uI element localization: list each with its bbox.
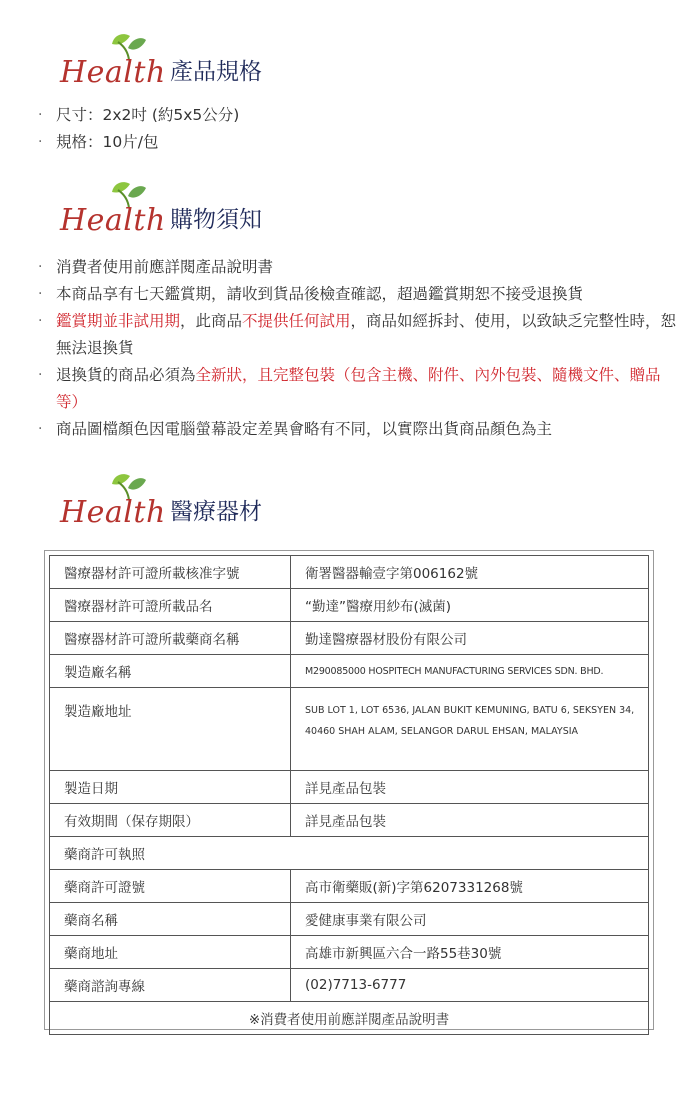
row-label: 製造廠名稱 [50, 655, 291, 688]
table-row [50, 969, 649, 1002]
row-label: 製造日期 [50, 771, 291, 804]
table-row [50, 837, 649, 870]
notice-list [38, 254, 678, 443]
spec-pack: 規格：10片/包 [56, 133, 159, 151]
table-row [50, 556, 649, 589]
row-label: 有效期間（保存期限） [50, 804, 291, 837]
health-logo [60, 30, 170, 90]
section-title: 購物須知 [170, 207, 262, 233]
list-item [38, 129, 678, 156]
health-logo [60, 470, 170, 530]
bullet-dot: · [38, 313, 43, 329]
bullet-dot: · [38, 134, 43, 150]
bullet-dot: · [38, 286, 43, 302]
list-item [38, 416, 678, 443]
table-row [50, 936, 649, 969]
row-value: 詳見產品包裝 [291, 804, 649, 837]
section-title: 醫療器材 [170, 499, 262, 525]
row-value: “勤達”醫療用紗布(滅菌) [291, 589, 649, 622]
footer-note: ※消費者使用前應詳閱產品說明書 [50, 1002, 649, 1035]
table-row [50, 655, 649, 688]
row-value: 衛署醫器輸壹字第006162號 [291, 556, 649, 589]
row-label: 醫療器材許可證所載核准字號 [50, 556, 291, 589]
row-value: M290085000 HOSPITECH MANUFACTURING SERVICES SDN. BHD. [291, 655, 649, 688]
row-label: 藥商許可證號 [50, 870, 291, 903]
notice-item-1: 消費者使用前應詳閱產品說明書 [56, 258, 274, 276]
section-title: 產品規格 [170, 59, 262, 85]
row-value: (02)7713-6777 [291, 969, 649, 1002]
notice-item-3-red-1: 鑑賞期並非試用期 [56, 312, 181, 330]
section-header-notice [60, 178, 360, 238]
list-item [38, 102, 678, 129]
row-label: 醫療器材許可證所載品名 [50, 589, 291, 622]
spec-list [38, 102, 678, 156]
medical-info-table-frame [44, 550, 654, 1030]
row-value: SUB LOT 1, LOT 6536, JALAN BUKIT KEMUNING, BATU 6, SEKSYEN 34, 40460 SHAH ALAM, SELANGOR DARUL EHSAN, MALAYSIA [291, 688, 649, 771]
section-header-specs [60, 30, 360, 90]
row-value: 愛健康事業有限公司 [291, 903, 649, 936]
table-row [50, 688, 649, 771]
row-label: 藥商地址 [50, 936, 291, 969]
table-row [50, 870, 649, 903]
medical-info-table [49, 555, 649, 1035]
notice-item-5: 商品圖檔顏色因電腦螢幕設定差異會略有不同，以實際出貨商品顏色為主 [56, 420, 553, 438]
health-logo [60, 178, 170, 238]
list-item [38, 281, 678, 308]
list-item [38, 254, 678, 281]
row-value: 勤達醫療器材股份有限公司 [291, 622, 649, 655]
row-value: 詳見產品包裝 [291, 771, 649, 804]
spec-size: 尺寸：2x2吋 (約5x5公分) [56, 106, 240, 124]
bullet-dot: · [38, 421, 43, 437]
list-item [38, 362, 678, 416]
row-label: 藥商諮詢專線 [50, 969, 291, 1002]
row-value: 高市衛藥販(新)字第6207331268號 [291, 870, 649, 903]
row-label: 藥商名稱 [50, 903, 291, 936]
brand-text: Health [60, 203, 166, 238]
table-row [50, 622, 649, 655]
license-header: 藥商許可執照 [50, 837, 649, 870]
list-item [38, 308, 678, 362]
bullet-dot: · [38, 259, 43, 275]
row-label: 製造廠地址 [50, 688, 291, 771]
notice-item-3-red-2: 不提供任何試用 [242, 312, 351, 330]
row-value: 高雄市新興區六合一路55巷30號 [291, 936, 649, 969]
table-row [50, 771, 649, 804]
section-header-medical [60, 470, 360, 530]
bullet-dot: · [38, 367, 43, 383]
table-row [50, 589, 649, 622]
notice-item-3-text-1: ，此商品 [180, 312, 243, 330]
bullet-dot: · [38, 107, 43, 123]
table-row [50, 903, 649, 936]
notice-item-2: 本商品享有七天鑑賞期，請收到貨品後檢查確認，超過鑑賞期恕不接受退換貨 [56, 285, 584, 303]
notice-item-4-text-1: 退換貨的商品必須為 [56, 366, 196, 384]
brand-text: Health [60, 495, 166, 530]
brand-text: Health [60, 55, 166, 90]
notice-item-3-text-2: ，商品如經拆封、使用，以致缺乏完整性時，恕無法退換貨 [56, 312, 677, 357]
table-row [50, 804, 649, 837]
row-label: 醫療器材許可證所載藥商名稱 [50, 622, 291, 655]
notice-item-4-red-1: 全新狀，且完整包裝（包含主機、附件、內外包裝、隨機文件、贈品等） [56, 366, 661, 411]
table-row [50, 1002, 649, 1035]
